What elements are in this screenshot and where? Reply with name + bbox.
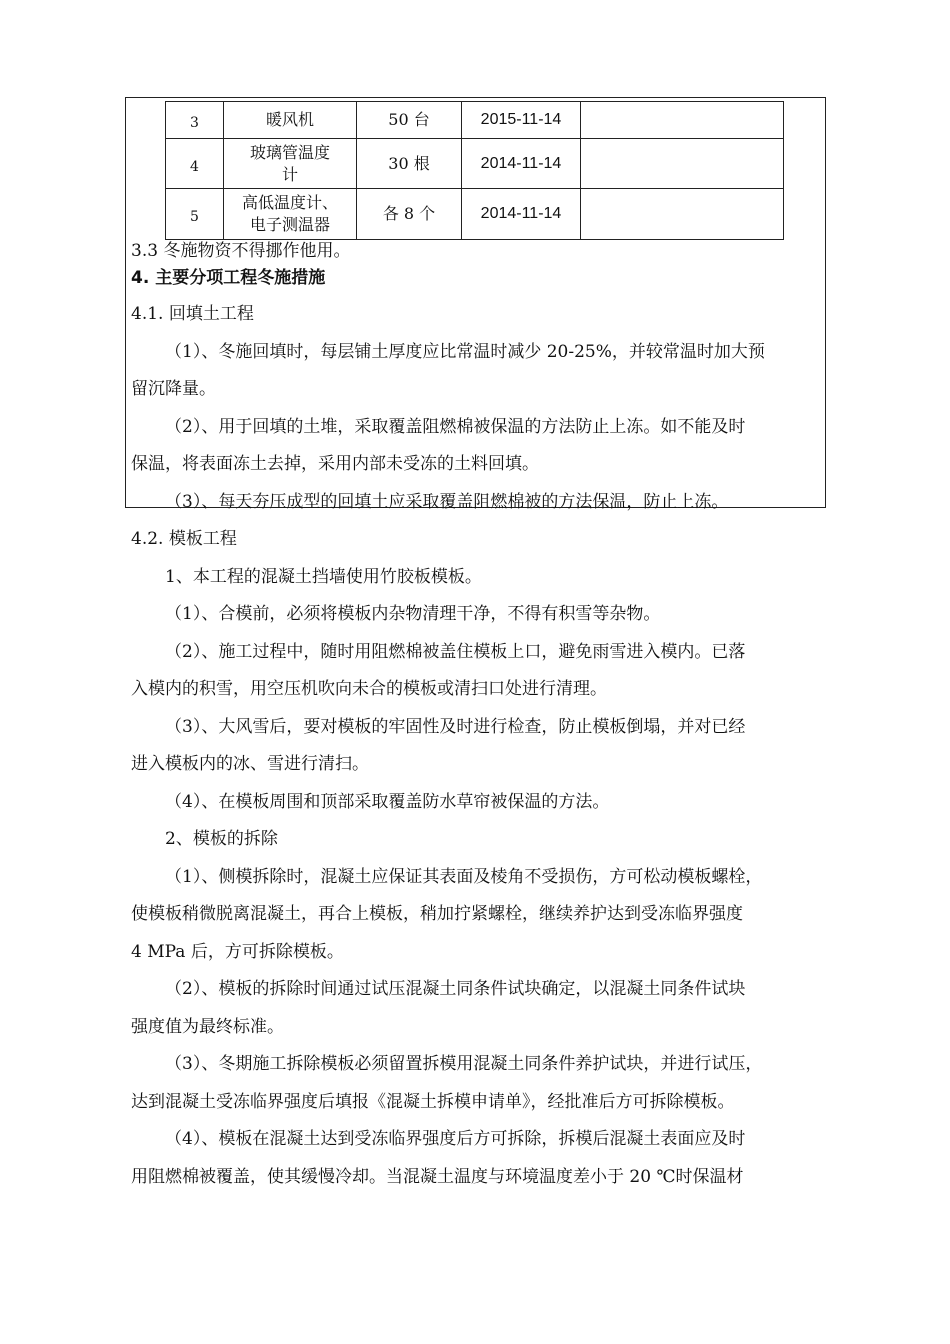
paragraph-line: （2）、施工过程中，随时用阻燃棉被盖住模板上口，避免雨雪进入模内。已落 [165,641,746,662]
paragraph-line: 1、本工程的混凝土挡墙使用竹胶板模板。 [165,566,482,587]
paragraph-line: 4 MPa 后，方可拆除模板。 [131,941,344,962]
table-row [166,139,784,189]
material-date: 2015-11-14 [462,102,581,139]
paragraph-line: 留沉降量。 [131,379,216,399]
paragraph-line: 进入模板内的冰、雪进行清扫。 [131,754,369,774]
body-section [131,296,821,1196]
material-name-line: 玻璃管温度 [249,142,330,162]
material-name-line: 电子测温器 [249,215,330,234]
material-date: 2014-11-14 [462,189,581,240]
row-number: 4 [166,139,224,189]
material-quantity: 各 8 个 [357,189,462,240]
material-note [581,102,784,139]
paragraph-line: 强度值为最终标准。 [131,1016,284,1037]
paragraph-line: 3.3 冬施物资不得挪作他用。 [131,241,351,261]
paragraph-line: 保温，将表面冻土去掉，采用内部未受冻的土料回填。 [131,454,539,474]
paragraph-line: （3）、大风雪后，要对模板的牢固性及时进行检查，防止模板倒塌，并对已经 [165,716,746,737]
paragraph-line: （4）、在模板周围和顶部采取覆盖防水草帘被保温的方法。 [165,791,610,812]
paragraph-line: （1）、冬施回填时，每层铺土厚度应比常温时减少 20-25%，并较常温时加大预 [165,341,765,362]
material-quantity: 30 根 [357,139,462,189]
section-heading: 4.2. 模板工程 [131,529,237,549]
paragraph-line: （2）、用于回填的土堆，采取覆盖阻燃棉被保温的方法防止上冻。如不能及时 [165,416,746,437]
paragraph-line: 2、模板的拆除 [165,829,278,849]
paragraph-line: （2）、模板的拆除时间通过试压混凝土同条件试块确定，以混凝土同条件试块 [165,979,746,999]
table-row [166,102,784,139]
paragraph-line: （4）、模板在混凝土达到受冻临界强度后方可拆除，拆模后混凝土表面应及时 [165,1129,746,1149]
material-name [224,189,357,240]
material-name: 暖风机 [224,102,357,139]
paragraph-line: （1）、侧模拆除时，混凝土应保证其表面及棱角不受损伤，方可松动模板螺栓， [165,866,763,887]
body-section [131,238,821,298]
paragraph-line: （1）、合模前，必须将模板内杂物清理干净，不得有积雪等杂物。 [165,604,661,624]
paragraph-line: 达到混凝土受冻临界强度后填报《混凝土拆模申请单》，经批准后方可拆除模板。 [131,1091,735,1112]
material-date: 2014-11-14 [462,139,581,189]
material-name-line: 高低温度计、 [241,193,338,212]
materials-table [165,101,784,240]
paragraph-line: 入模内的积雪，用空压机吹向未合的模板或清扫口处进行清理。 [131,679,607,699]
paragraph-line: 使模板稍微脱离混凝土，再合上模板，稍加拧紧螺栓，继续养护达到受冻临界强度 [131,904,743,924]
section-heading: 4.1. 回填土工程 [131,304,254,324]
material-name [224,139,357,189]
material-quantity: 50 台 [357,102,462,139]
row-number: 3 [166,102,224,139]
table-row [166,189,784,240]
row-number: 5 [166,189,224,240]
material-note [581,189,784,240]
paragraph-line: 用阻燃棉被覆盖，使其缓慢冷却。当混凝土温度与环境温度差小于 20 ℃时保温材 [131,1166,744,1187]
paragraph-line: （3）、每天夯压成型的回填土应采取覆盖阻燃棉被的方法保温，防止上冻。 [165,491,729,512]
material-name-line: 计 [281,164,298,184]
material-note [581,139,784,189]
paragraph-line: （3）、冬期施工拆除模板必须留置拆模用混凝土同条件养护试块，并进行试压， [165,1054,763,1074]
section-heading: 4. 主要分项工程冬施措施 [131,268,326,288]
